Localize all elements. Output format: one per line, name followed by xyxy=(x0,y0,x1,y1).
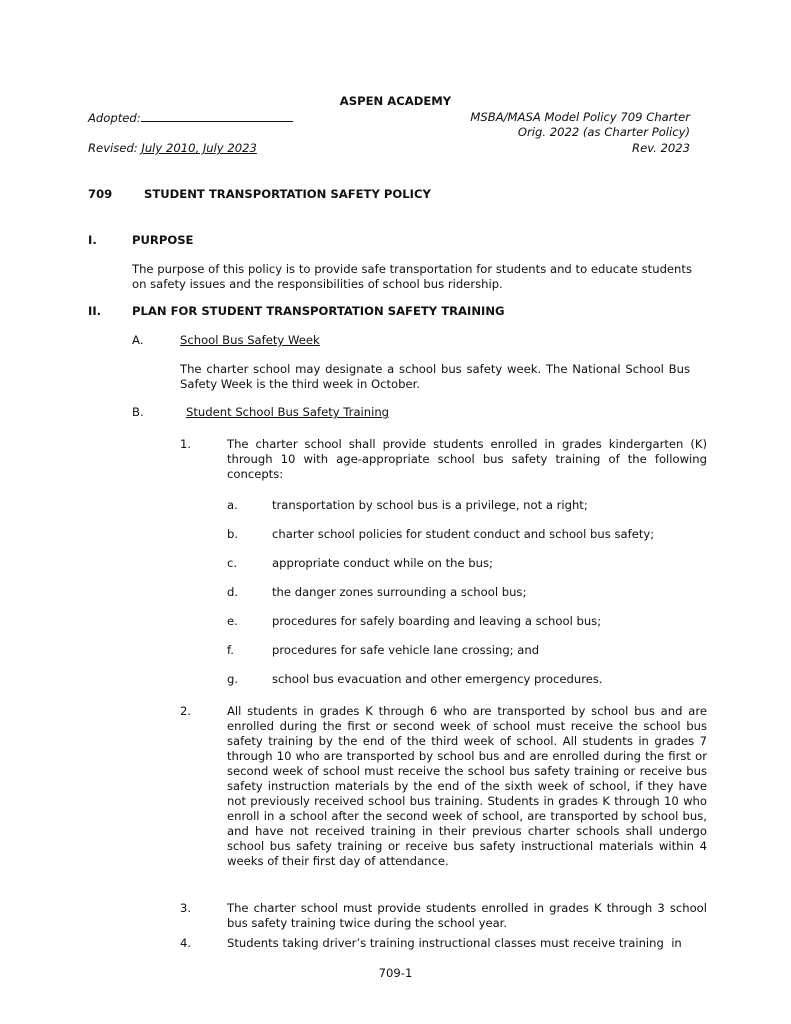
item-text-2: All students in grades K through 6 who are transported by school bus and are enrolled during the first or second week of school must receive the school bus safety training by the end of the third week of school. All students in grades 7 through 10 who are transported by school bus and are enrolled during the first or second week of school must receive the school bus safety training or receive bus safety instruction materials by the end of the sixth week of school, if they have not previously received school bus training. Students in grades K through 10 who enroll in a school after the second week of school, are transported by school bus, and have not received training in their previous charter schools shall undergo school bus safety training or receive bus safety instructional materials within 4 weeks of their first day of attendance. xyxy=(227,704,707,868)
adopted-label: Adopted: xyxy=(88,111,141,125)
subitem-text-b: charter school policies for student conduct and school bus safety; xyxy=(272,527,655,541)
item-text-1: The charter school shall provide students enrolled in grades kindergarten (K) through 10 with age-appropriate school bus safety training of the following concepts: xyxy=(227,437,707,481)
item-number-3: 3. xyxy=(180,901,192,915)
subitem-text-f: procedures for safe vehicle lane crossing; and xyxy=(272,643,540,657)
subitem-letter-f: f. xyxy=(227,643,234,657)
orig-date: Orig. 2022 (as Charter Policy) xyxy=(517,125,690,139)
subsection-letter-a: A. xyxy=(132,333,144,347)
subitem-text-e: procedures for safely boarding and leaving a school bus; xyxy=(272,614,602,628)
rev-date: Rev. 2023 xyxy=(632,141,690,155)
subsection-heading-bus-safety-week: School Bus Safety Week xyxy=(180,333,320,347)
subitem-letter-a: a. xyxy=(227,498,238,512)
adopted-line xyxy=(88,110,293,126)
revised-line xyxy=(88,141,257,156)
item-number-1: 1. xyxy=(180,437,192,451)
subitem-text-d: the danger zones surrounding a school bus; xyxy=(272,585,527,599)
page-number: 709-1 xyxy=(378,966,413,980)
item-number-4: 4. xyxy=(180,936,192,950)
item-number-2: 2. xyxy=(180,704,192,718)
policy-number: 709 xyxy=(88,187,113,201)
subitem-letter-e: e. xyxy=(227,614,238,628)
section-numeral-2: II. xyxy=(88,304,102,318)
subitem-text-g: school bus evacuation and other emergency procedures. xyxy=(272,672,603,686)
section-heading-purpose: PURPOSE xyxy=(132,233,194,247)
subsection-letter-b: B. xyxy=(132,405,144,419)
school-name: ASPEN ACADEMY xyxy=(339,94,452,108)
section-heading-plan: PLAN FOR STUDENT TRANSPORTATION SAFETY TRAINING xyxy=(132,304,505,318)
subitem-text-c: appropriate conduct while on the bus; xyxy=(272,556,493,570)
subitem-letter-g: g. xyxy=(227,672,239,686)
model-policy: MSBA/MASA Model Policy 709 Charter xyxy=(470,110,690,124)
section-numeral-1: I. xyxy=(88,233,97,247)
revised-dates: July 2010, July 2023 xyxy=(141,141,257,155)
subitem-letter-b: b. xyxy=(227,527,239,541)
subitem-letter-c: c. xyxy=(227,556,238,570)
subitem-letter-d: d. xyxy=(227,585,239,599)
revised-label: Revised: xyxy=(88,141,138,155)
bus-safety-week-text: The charter school may designate a school bus safety week. The National School Bus Safety Week is the third week in October. xyxy=(180,362,690,391)
item-text-3: The charter school must provide students enrolled in grades K through 3 school bus safety training twice during the school year. xyxy=(227,901,707,930)
policy-title: STUDENT TRANSPORTATION SAFETY POLICY xyxy=(144,187,431,201)
subsection-heading-student-training: Student School Bus Safety Training xyxy=(186,405,390,419)
subitem-text-a: transportation by school bus is a privilege, not a right; xyxy=(272,498,588,512)
purpose-text: The purpose of this policy is to provide safe transportation for students and to educate students on safety issues and the responsibilities of school bus ridership. xyxy=(132,262,692,291)
adopted-blank xyxy=(141,110,293,122)
item-text-4: Students taking driver’s training instructional classes must receive training in xyxy=(227,936,682,950)
